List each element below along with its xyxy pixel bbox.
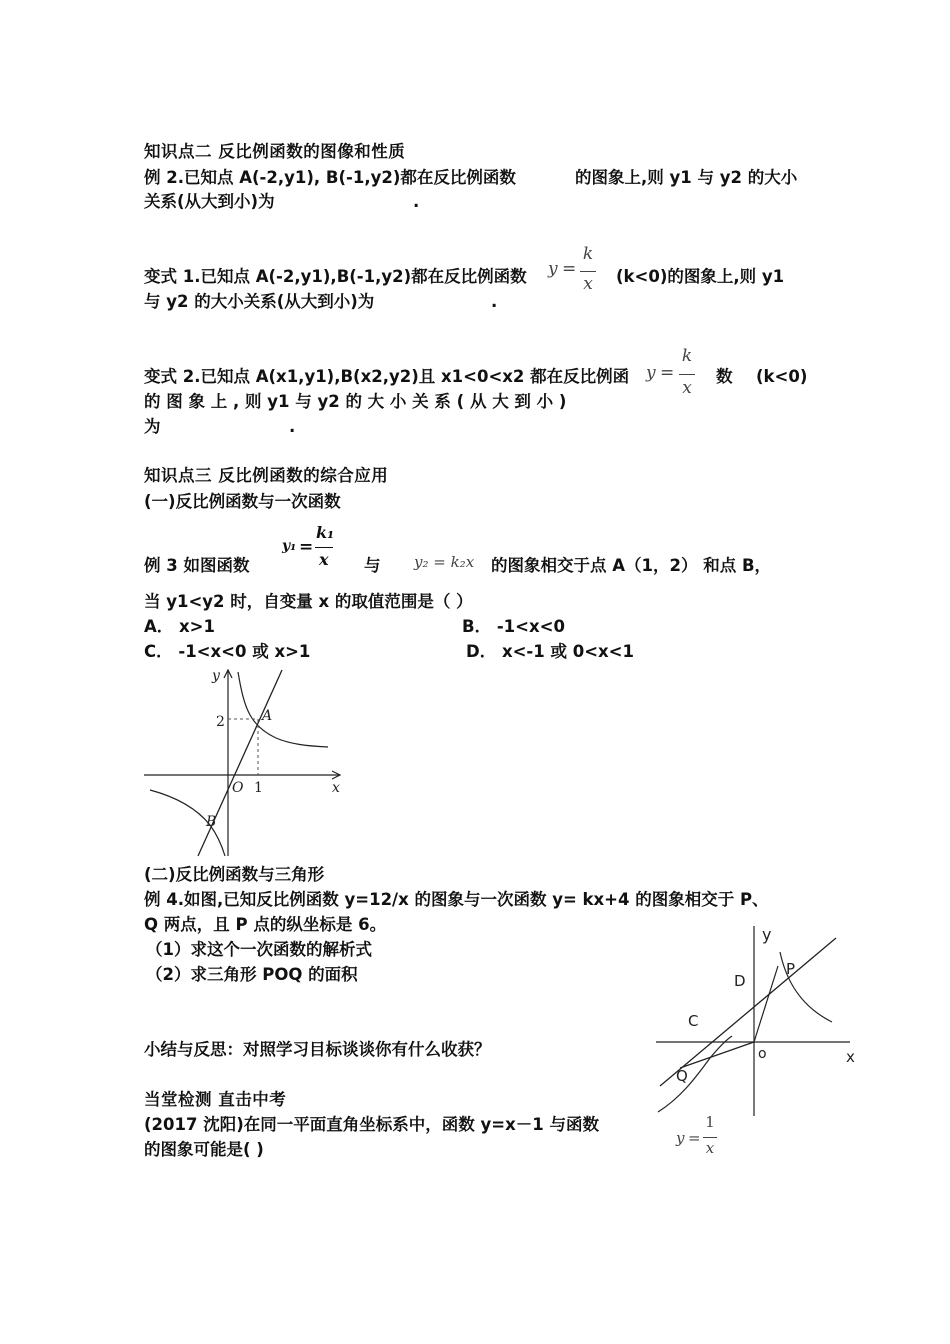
part-1-title: (一)反比例函数与一次函数 <box>144 492 341 511</box>
example-3-question: 当 y1<y2 时，自变量 x 的取值范围是（ ） <box>144 592 473 611</box>
test-question-line1: (2017 沈阳)在同一平面直角坐标系中，函数 y=x－1 与函数 <box>144 1115 599 1134</box>
graph2-label-P: P <box>786 960 796 978</box>
line-kx-plus-4 <box>660 938 836 1086</box>
summary-reflection: 小结与反思：对照学习目标谈谈你有什么收获？ <box>144 1040 491 1059</box>
variant-1-line1-end: (k<0)的图象上,则 y1 <box>616 267 785 286</box>
graph1-label-2: 2 <box>216 714 225 730</box>
graph-example-3 <box>140 660 360 860</box>
hyperbola-branch-q1 <box>238 672 328 747</box>
graph1-label-y: y <box>212 668 220 684</box>
variant-2-blank-end: . <box>289 417 296 436</box>
graph1-label-B: B <box>206 814 217 830</box>
example-3-intro: 例 3 如图函数 <box>144 556 250 575</box>
example-4-question-2: （2）求三角形 POQ 的面积 <box>146 965 358 984</box>
part-2-title: (二)反比例函数与三角形 <box>144 865 325 884</box>
graph-example-4 <box>650 918 870 1118</box>
formula-y-1-over-x: y = 1 x <box>676 1114 726 1164</box>
test-title: 当堂检测 直击中考 <box>144 1090 287 1109</box>
variant-2-line1-end: (k<0) <box>756 367 808 386</box>
hyperbola-branch-q3 <box>658 1036 732 1112</box>
formula-y2-k2x: y₂ = k₂x <box>414 553 475 571</box>
option-b: B． -1<x<0 <box>462 617 565 636</box>
example-2-line2: 关系(从大到小)为 <box>144 192 275 211</box>
graph1-label-O: O <box>232 780 244 796</box>
graph1-label-x: x <box>332 780 340 796</box>
variant-2-line1: 变式 2.已知点 A(x1,y1),B(x2,y2)且 x1<0<x2 都在反比例函 <box>144 367 630 386</box>
section-title-2: 知识点二 反比例函数的图像和性质 <box>144 142 406 161</box>
example-4-line2: Q 两点，且 P 点的纵坐标是 6。 <box>144 915 387 934</box>
graph2-label-y: y <box>762 925 772 944</box>
graph1-label-1: 1 <box>254 780 263 796</box>
example-2-line1: 例 2.已知点 A(-2,y1), B(-1,y2)都在反比例函数 <box>144 168 516 187</box>
section-title-3: 知识点三 反比例函数的综合应用 <box>144 466 389 485</box>
example-4-line1: 例 4.如图,已知反比例函数 y=12/x 的图象与一次函数 y= kx+4 的图象相交于 P、 <box>144 890 769 909</box>
variant-2-line3: 为 <box>144 417 161 436</box>
variant-1-blank-end: . <box>491 292 498 311</box>
variant-2-line1-shu: 数 <box>716 367 733 386</box>
graph2-label-C: C <box>688 1012 699 1030</box>
variant-1-line1: 变式 1.已知点 A(-2,y1),B(-1,y2)都在反比例函数 <box>144 267 527 286</box>
graph2-label-x: x <box>846 1048 855 1066</box>
variant-2-line2: 的 图 象 上 , 则 y1 与 y2 的 大 小 关 系 ( 从 大 到 小 ) <box>144 392 567 411</box>
test-question-line2: 的图象可能是( ) <box>144 1140 264 1159</box>
formula-y1-k1-over-x: y₁ = k₁ x <box>282 523 335 569</box>
graph2-label-D: D <box>734 972 746 990</box>
formula-y-k-over-x-2: y = k x <box>646 346 706 402</box>
segment-OQ <box>680 1042 754 1068</box>
option-a: A． x>1 <box>144 617 215 636</box>
example-2-line1-end: 的图象上,则 y1 与 y2 的大小 <box>575 168 798 187</box>
example-4-question-1: （1）求这个一次函数的解析式 <box>146 940 372 959</box>
graph2-label-Q: Q <box>676 1067 688 1085</box>
formula-y-k-over-x: y = k x <box>548 244 608 300</box>
example-2-blank-end: . <box>413 192 420 211</box>
example-3-intersect: 的图象相交于点 A（1，2） 和点 B， <box>491 556 772 575</box>
graph2-label-o: o <box>758 1046 767 1062</box>
option-c: C． -1<x<0 或 x>1 <box>144 642 311 661</box>
option-d: D． x<-1 或 0<x<1 <box>466 642 634 661</box>
variant-1-line2: 与 y2 的大小关系(从大到小)为 <box>144 292 375 311</box>
example-3-and: 与 <box>364 556 381 575</box>
graph1-label-A: A <box>262 708 273 724</box>
